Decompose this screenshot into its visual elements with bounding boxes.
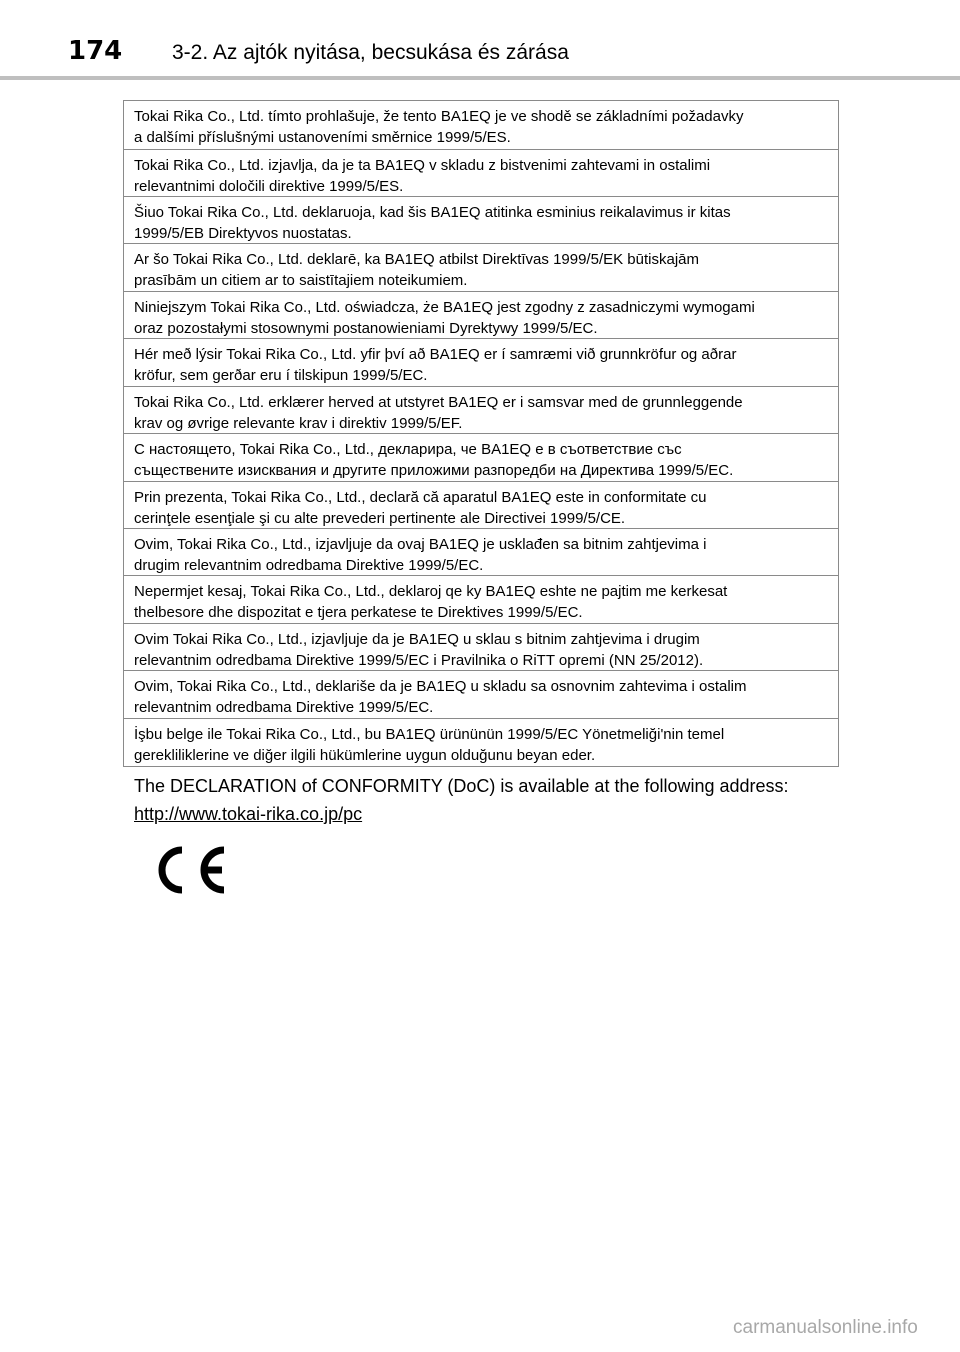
declaration-line: Ovim, Tokai Rika Co., Ltd., izjavljuje da ovaj BA1EQ je usklađen sa bitnim zahtjevima i bbox=[134, 536, 707, 553]
header-rule bbox=[0, 76, 960, 80]
declaration-row-ro bbox=[124, 482, 838, 529]
declaration-line: gerekliliklerine ve diğer ilgili hükümlerine uygun olduğunu beyan eder. bbox=[134, 747, 596, 764]
declaration-line: Tokai Rika Co., Ltd. erklærer herved at utstyret BA1EQ er i samsvar med de grunnleggende bbox=[134, 394, 743, 411]
doc-statement: The DECLARATION of CONFORMITY (DoC) is available at the following address: bbox=[134, 776, 789, 796]
declaration-line: thelbesore dhe dispozitat e tjera perkatese te Direktives 1999/5/EC. bbox=[134, 604, 583, 621]
declaration-row-bs bbox=[124, 529, 838, 576]
declaration-line: Ovim, Tokai Rika Co., Ltd., deklariše da je BA1EQ u skladu sa osnovnim zahtevima i ostalim bbox=[134, 678, 747, 695]
declaration-line: Prin prezenta, Tokai Rika Co., Ltd., declară că aparatul BA1EQ este in conformitate cu bbox=[134, 489, 707, 506]
declaration-row-sl bbox=[124, 150, 838, 197]
declaration-line: Šiuo Tokai Rika Co., Ltd. deklaruoja, kad šis BA1EQ atitinka esminius reikalavimus ir kitas bbox=[134, 204, 731, 221]
ce-mark-icon bbox=[152, 842, 232, 898]
declaration-line: Ar šo Tokai Rika Co., Ltd. deklarē, ka BA1EQ atbilst Direktīvas 1999/5/EK būtiskajām bbox=[134, 251, 699, 268]
declaration-line: Hér með lýsir Tokai Rika Co., Ltd. yfir því að BA1EQ er í samræmi við grunnkröfur og aðrar bbox=[134, 346, 737, 363]
declaration-row-tr bbox=[124, 719, 838, 766]
declaration-line: drugim relevantnim odredbama Direktive 1999/5/EC. bbox=[134, 557, 484, 574]
page-number: 174 bbox=[68, 36, 123, 66]
declaration-line: Tokai Rika Co., Ltd. tímto prohlašuje, že tento BA1EQ je ve shodě se základními požadavky bbox=[134, 108, 744, 125]
declaration-line: oraz pozostałymi stosownymi postanowieniami Dyrektywy 1999/5/EC. bbox=[134, 320, 598, 337]
declaration-row-lt bbox=[124, 197, 838, 244]
declaration-row-cs bbox=[124, 101, 838, 150]
declaration-line: Tokai Rika Co., Ltd. izjavlja, da je ta BA1EQ v skladu z bistvenimi zahtevami in ostalimi bbox=[134, 157, 711, 174]
declaration-line: krav og øvrige relevante krav i direktiv 1999/5/EF. bbox=[134, 415, 463, 432]
declaration-line: İşbu belge ile Tokai Rika Co., Ltd., bu BA1EQ ürününün 1999/5/EC Yönetmeliği'nin temel bbox=[134, 726, 725, 743]
declaration-row-bg bbox=[124, 434, 838, 482]
declaration-line: cerinţele esenţiale şi cu alte prevederi pertinente ale Directivei 1999/5/CE. bbox=[134, 510, 626, 527]
doc-link[interactable]: http://www.tokai-rika.co.jp/pc bbox=[134, 804, 363, 824]
page-header bbox=[0, 0, 960, 80]
declaration-line: relevantnim odredbama Direktive 1999/5/EC. bbox=[134, 699, 434, 716]
declaration-row-pl bbox=[124, 292, 838, 339]
declaration-line: relevantnimi določili direktive 1999/5/ES. bbox=[134, 178, 404, 195]
declaration-line: Nepermjet kesaj, Tokai Rika Co., Ltd., deklaroj qe ky BA1EQ eshte ne pajtim me kerkesat bbox=[134, 583, 728, 600]
declaration-line: relevantnim odredbama Direktive 1999/5/EC i Pravilnika o RiTT opremi (NN 25/2012). bbox=[134, 652, 704, 669]
declaration-row-lv bbox=[124, 244, 838, 292]
declaration-table bbox=[123, 100, 839, 767]
declaration-line: kröfur, sem gerðar eru í tilskipun 1999/5/EC. bbox=[134, 367, 428, 384]
declaration-line: a dalšími příslušnými ustanoveními směrnice 1999/5/ES. bbox=[134, 129, 511, 146]
declaration-row-sq bbox=[124, 576, 838, 624]
watermark: carmanualsonline.info bbox=[733, 1317, 918, 1338]
declaration-line: prasībām un citiem ar to saistītajiem noteikumiem. bbox=[134, 272, 468, 289]
declaration-row-is bbox=[124, 339, 838, 387]
declaration-line: 1999/5/EB Direktyvos nuostatas. bbox=[134, 225, 352, 242]
declaration-line: Niniejszym Tokai Rika Co., Ltd. oświadcza, że BA1EQ jest zgodny z zasadniczymi wymogami bbox=[134, 299, 755, 316]
declaration-line: съществените изисквания и другите приложими разпоредби на Директива 1999/5/ЕС. bbox=[134, 462, 734, 479]
declaration-line: Ovim Tokai Rika Co., Ltd., izjavljuje da je BA1EQ u sklau s bitnim zahtjevima i drugim bbox=[134, 631, 700, 648]
declaration-line: С настоящето, Tokai Rika Co., Ltd., декларира, че BA1EQ е в съответствие със bbox=[134, 441, 682, 458]
declaration-row-no bbox=[124, 387, 838, 434]
section-title: 3-2. Az ajtók nyitása, becsukása és zárása bbox=[172, 41, 569, 64]
declaration-row-hr bbox=[124, 624, 838, 671]
declaration-row-sr bbox=[124, 671, 838, 719]
